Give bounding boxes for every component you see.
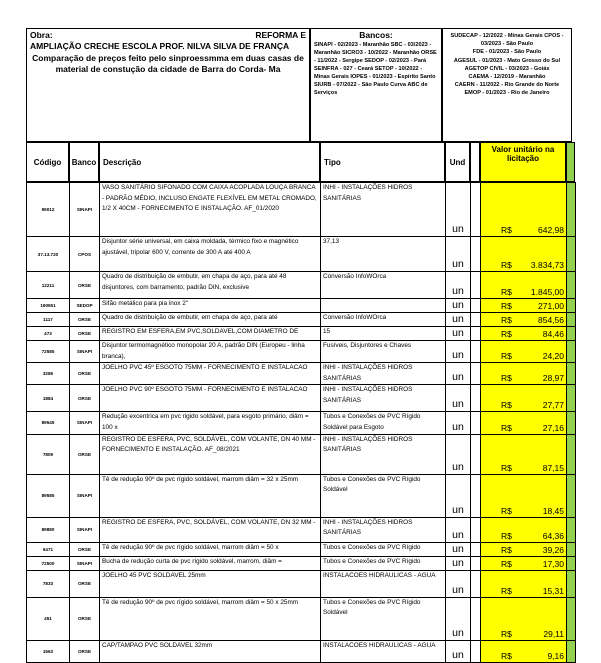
cell-codigo: 190551 (27, 299, 70, 313)
currency-symbol: R$ (501, 351, 512, 362)
currency-symbol: R$ (501, 329, 512, 339)
cell-codigo: 37.13.720 (27, 237, 70, 272)
cell-tipo: Conversão InfoWOrca (321, 313, 446, 327)
cell-descricao: Tê de redução 90º de pvc rígido soldável, marrom diâm = 50 x 25mm (100, 597, 321, 640)
cell-codigo: 1117 (27, 313, 70, 327)
currency-symbol: R$ (501, 260, 512, 270)
header-valor: Valor unitário na licitação (480, 142, 566, 182)
price-value: 28,97 (542, 373, 564, 384)
cell-valor (481, 313, 567, 327)
cell-codigo: 95012 (27, 183, 70, 237)
cell-blank (471, 434, 481, 474)
table-row (27, 327, 576, 341)
price-value: 9,16 (547, 650, 564, 661)
cell-codigo: 72585 (27, 341, 70, 363)
cell-green (567, 183, 576, 237)
bancos2-line: AGETOP CIVIL - 03/2023 - Goiás (464, 65, 550, 72)
currency-symbol: R$ (501, 287, 512, 297)
cell-valor (481, 517, 567, 542)
cell-und: un (446, 272, 471, 299)
cell-valor (481, 570, 567, 597)
cell-und: un (446, 327, 471, 341)
cell-und: un (446, 183, 471, 237)
cell-green (567, 474, 576, 517)
bancos2-line: FDE - 01/2023 - São Paulo (472, 49, 542, 56)
table-row (27, 299, 576, 313)
price-value: 39,26 (542, 544, 564, 555)
cell-tipo: Tubos e Conexões de PVC Rígido Soldável (321, 597, 446, 640)
cell-und: un (446, 363, 471, 385)
cell-descricao: REGISTRO DE ESFERA, PVC, SOLDÁVEL, COM VOLANTE, DN 40 MM - FORNECIMENTO E INSTALAÇÃO. AF_08/2021 (100, 434, 321, 474)
cell-codigo: 7809 (27, 434, 70, 474)
price-value: 84,46 (542, 329, 564, 339)
cell-banco: ORSE (70, 597, 100, 640)
table-row (27, 341, 576, 363)
price-value: 3.834,73 (530, 260, 564, 270)
table-row (27, 556, 576, 570)
cell-valor (481, 434, 567, 474)
cell-und: un (446, 517, 471, 542)
cell-green (567, 327, 576, 341)
cell-codigo: 89880 (27, 517, 70, 542)
table-row (27, 570, 576, 597)
cell-green (567, 517, 576, 542)
cell-blank (471, 556, 481, 570)
cell-descricao: Tê de redução 90º de pvc rígido soldável, marrom diâm = 50 x (100, 542, 321, 556)
cell-blank (471, 327, 481, 341)
bancos2-box (442, 28, 572, 142)
currency-symbol: R$ (501, 650, 512, 661)
cell-banco: SINAPI (70, 556, 100, 570)
cell-valor (481, 272, 567, 299)
cell-blank (471, 640, 481, 662)
bancos2-line: CAEMA - 12/2019 - Maranhão (468, 74, 546, 81)
currency-symbol: R$ (501, 505, 512, 516)
table-row (27, 385, 576, 412)
price-value: 17,30 (542, 558, 564, 569)
cell-banco: ORSE (70, 313, 100, 327)
bancos2-line: EMOP - 01/2023 - Rio de Janeiro (464, 90, 550, 97)
price-value: 64,36 (542, 530, 564, 541)
currency-symbol: R$ (501, 585, 512, 596)
cell-codigo: 89545 (27, 412, 70, 434)
cell-descricao: JOELHO PVC 90º ESGOTO 75MM - FORNECIMENTO E INSTALACAO (100, 385, 321, 412)
cell-valor (481, 556, 567, 570)
table-row (27, 434, 576, 474)
cell-tipo: 37,13 (321, 237, 446, 272)
header-blank (470, 142, 480, 182)
cell-blank (471, 474, 481, 517)
cell-und: un (446, 597, 471, 640)
cell-blank (471, 542, 481, 556)
cell-descricao: REGISTRO DE ESFERA, PVC, SOLDÁVEL, COM VOLANTE, DN 32 MM - (100, 517, 321, 542)
cell-tipo: INHI - INSTALAÇÕES HIDROS SANITÁRIAS (321, 363, 446, 385)
table-row (27, 412, 576, 434)
price-value: 24,20 (542, 351, 564, 362)
header-banco: Banco (69, 142, 99, 182)
cell-und: un (446, 556, 471, 570)
cell-green (567, 570, 576, 597)
price-value: 642,98 (538, 225, 564, 235)
cell-valor (481, 341, 567, 363)
header-und: Und (445, 142, 470, 182)
cell-und: un (446, 313, 471, 327)
price-value: 271,00 (538, 301, 564, 311)
cell-descricao: Disjuntor termomagnético monopolar 20 A, padrão DIN (Europeu - linha branca), (100, 341, 321, 363)
cell-green (567, 640, 576, 662)
cell-valor (481, 597, 567, 640)
cell-blank (471, 183, 481, 237)
cell-valor (481, 412, 567, 434)
cell-tipo: INHI - INSTALAÇÕES HIDROS SANITÁRIAS (321, 434, 446, 474)
obra-right: REFORMA E (255, 30, 306, 40)
header-tipo: Tipo (320, 142, 445, 182)
cell-valor (481, 363, 567, 385)
header-descricao: Descrição (99, 142, 320, 182)
cell-und: un (446, 570, 471, 597)
cell-tipo (321, 299, 446, 313)
table-row (27, 542, 576, 556)
table-row (27, 313, 576, 327)
cell-green (567, 299, 576, 313)
price-value: 87,15 (542, 462, 564, 473)
cell-banco: SINAPI (70, 517, 100, 542)
cell-banco: SINAPI (70, 412, 100, 434)
cell-codigo: 3286 (27, 363, 70, 385)
cell-und: un (446, 412, 471, 434)
cell-tipo: Tubos e Conexões de PVC Rígido (321, 556, 446, 570)
cell-codigo: 72500 (27, 556, 70, 570)
cell-und: un (446, 640, 471, 662)
currency-symbol: R$ (501, 315, 512, 325)
cell-codigo: 7833 (27, 570, 70, 597)
cell-green (567, 556, 576, 570)
currency-symbol: R$ (501, 558, 512, 569)
cell-banco: ORSE (70, 542, 100, 556)
cell-codigo: 1563 (27, 640, 70, 662)
cell-descricao: Sifão metálico para pia inox 2" (100, 299, 321, 313)
cell-blank (471, 237, 481, 272)
cell-codigo: 89585 (27, 474, 70, 517)
cell-tipo: INSTALACOES HIDRAULICAS - AGUA (321, 570, 446, 597)
cell-descricao: JOELHO PVC 45º ESGOTO 75MM - FORNECIMENTO E INSTALACAO (100, 363, 321, 385)
price-table (26, 182, 576, 663)
bancos-text: SINAPI - 02/2023 - Maranhão SBC - 03/2023 - Maranhão SICRO3 - 10/2022 - Maranhão ORSE - 11/2022 - Sergipe SEDOP - 02/2023 - Pará SEINFRA - 027 - Ceará SETOP - 10/2022 - Minas Gerais IOPES - 01/2023 - Espírito Santo SIURB - 07/2022 - São Paulo Curva ABC de Serviços (314, 42, 437, 96)
cell-blank (471, 570, 481, 597)
cell-valor (481, 474, 567, 517)
cell-valor (481, 237, 567, 272)
currency-symbol: R$ (501, 373, 512, 384)
price-value: 1.845,00 (530, 287, 564, 297)
cell-banco: ORSE (70, 363, 100, 385)
bancos2-line: AGESUL - 01/2023 - Mato Grosso do Sul (453, 57, 561, 64)
bancos-box (310, 28, 442, 142)
cell-descricao: VASO SANITÁRIO SIFONADO COM CAIXA ACOPLADA LOUÇA BRANCA - PADRÃO MÉDIO, INCLUSO ENGATE FLEXÍVEL EM METAL CROMADO, 1/2 X 40CM - FORNECIMENTO E INSTALAÇÃO. AF_01/2020 (100, 183, 321, 237)
cell-banco: SINAPI (70, 341, 100, 363)
obra-box (26, 28, 310, 142)
cell-green (567, 385, 576, 412)
obra-comparison: Comparação de preços feito pelo sinproessmma em duas casas de material de constução da cidade de Barra do Corda- Ma (32, 53, 304, 74)
cell-descricao: JOELHO 45 PVC SOLDAVEL 25mm (100, 570, 321, 597)
cell-descricao: CAP/TAMPAO PVC SOLDAVEL 32mm (100, 640, 321, 662)
table-row (27, 183, 576, 237)
cell-tipo: Tubos e Conexões de PVC Rígido Soldável (321, 474, 446, 517)
cell-banco: ORSE (70, 640, 100, 662)
cell-banco: CPOS (70, 237, 100, 272)
cell-valor (481, 542, 567, 556)
cell-banco: SINAPI (70, 474, 100, 517)
currency-symbol: R$ (501, 422, 512, 433)
cell-und: un (446, 542, 471, 556)
table-row (27, 517, 576, 542)
cell-tipo: Fusíveis, Disjuntores e Chaves (321, 341, 446, 363)
cell-und: un (446, 434, 471, 474)
header-codigo: Código (26, 142, 69, 182)
currency-symbol: R$ (501, 530, 512, 541)
price-value: 15,31 (542, 585, 564, 596)
table-row (27, 640, 576, 662)
cell-codigo: 473 (27, 327, 70, 341)
table-row (27, 474, 576, 517)
currency-symbol: R$ (501, 628, 512, 639)
cell-banco: SINAPI (70, 183, 100, 237)
cell-descricao: Bucha de redução curta de pvc rígido soldável, marrom, diâm = (100, 556, 321, 570)
currency-symbol: R$ (501, 544, 512, 555)
cell-blank (471, 299, 481, 313)
bancos2-line: SUDECAP - 12/2022 - Minas Gerais CPOS - 03/2023 - São Paulo (450, 33, 564, 48)
cell-valor (481, 183, 567, 237)
cell-tipo: Conversão InfoWOrca (321, 272, 446, 299)
obra-name: AMPLIAÇÃO CRECHE ESCOLA PROF. NILVA SILVA DE FRANÇA (30, 41, 290, 51)
cell-green (567, 272, 576, 299)
cell-green (567, 341, 576, 363)
cell-banco: ORSE (70, 272, 100, 299)
cell-tipo: Tubos e Conexões de PVC Rígido Soldável para Esgoto (321, 412, 446, 434)
cell-tipo: INHI - INSTALAÇÕES HIDROS SANITÁRIAS (321, 385, 446, 412)
cell-codigo: 6471 (27, 542, 70, 556)
price-value: 854,56 (538, 315, 564, 325)
cell-codigo: 451 (27, 597, 70, 640)
cell-und: un (446, 341, 471, 363)
cell-tipo: INSTALACOES HIDRAULICAS - AGUA (321, 640, 446, 662)
table-row (27, 597, 576, 640)
cell-green (567, 597, 576, 640)
cell-tipo: 15 (321, 327, 446, 341)
cell-green (567, 412, 576, 434)
cell-blank (471, 597, 481, 640)
currency-symbol: R$ (501, 301, 512, 311)
cell-valor (481, 327, 567, 341)
cell-green (567, 542, 576, 556)
cell-green (567, 313, 576, 327)
cell-blank (471, 363, 481, 385)
cell-green (567, 237, 576, 272)
price-value: 27,16 (542, 422, 564, 433)
cell-tipo: INHI - INSTALAÇÕES HIDROS SANITÁRIAS (321, 183, 446, 237)
cell-blank (471, 313, 481, 327)
cell-blank (471, 341, 481, 363)
cell-blank (471, 272, 481, 299)
currency-symbol: R$ (501, 462, 512, 473)
cell-green (567, 434, 576, 474)
cell-banco: ORSE (70, 434, 100, 474)
cell-green (567, 363, 576, 385)
cell-tipo: Tubos e Conexões de PVC Rígido (321, 542, 446, 556)
bancos2-line: CAERN - 11/2022 - Rio Grande do Norte (454, 82, 560, 89)
bancos-title: Bancos: (359, 30, 393, 40)
cell-und: un (446, 299, 471, 313)
cell-descricao: REGISTRO EM ESFERA,EM PVC,SOLDAVEL,COM DIAMETRO DE (100, 327, 321, 341)
cell-banco: ORSE (70, 385, 100, 412)
table-row (27, 237, 576, 272)
cell-valor (481, 385, 567, 412)
cell-descricao: Redução excentrica em pvc rigido soldável, para esgoto primário, diâm = 100 x (100, 412, 321, 434)
price-value: 29,11 (543, 628, 564, 639)
cell-tipo: INHI - INSTALAÇÕES HIDROS SANITÁRIAS (321, 517, 446, 542)
cell-codigo: 12211 (27, 272, 70, 299)
cell-codigo: 1884 (27, 385, 70, 412)
cell-descricao: Quadro de distribuição de embutir, em chapa de aço, para até (100, 313, 321, 327)
cell-valor (481, 640, 567, 662)
cell-descricao: Quadro de distribuição de embutir, em chapa de aço, para até 48 disjuntores, com barramento, padrão DIN, exclusive (100, 272, 321, 299)
cell-banco: ORSE (70, 570, 100, 597)
cell-blank (471, 385, 481, 412)
price-value: 27,77 (542, 400, 564, 411)
cell-und: un (446, 385, 471, 412)
obra-label: Obra: (30, 30, 53, 40)
cell-und: un (446, 474, 471, 517)
cell-descricao: Disjuntor série universal, em caixa moldada, térmico fixo e magnético ajustável, tripolar 600 V, corrente de 300 A até 400 A (100, 237, 321, 272)
currency-symbol: R$ (501, 225, 512, 235)
cell-blank (471, 517, 481, 542)
price-value: 18,45 (542, 505, 564, 516)
cell-blank (471, 412, 481, 434)
table-row (27, 272, 576, 299)
cell-banco: SEDOP (70, 299, 100, 313)
cell-descricao: Tê de redução 90º de pvc rígido soldável, marrom diâm = 32 x 25mm (100, 474, 321, 517)
cell-und: un (446, 237, 471, 272)
table-row (27, 363, 576, 385)
currency-symbol: R$ (501, 400, 512, 411)
cell-banco: ORSE (70, 327, 100, 341)
cell-valor (481, 299, 567, 313)
header-green (566, 142, 575, 182)
